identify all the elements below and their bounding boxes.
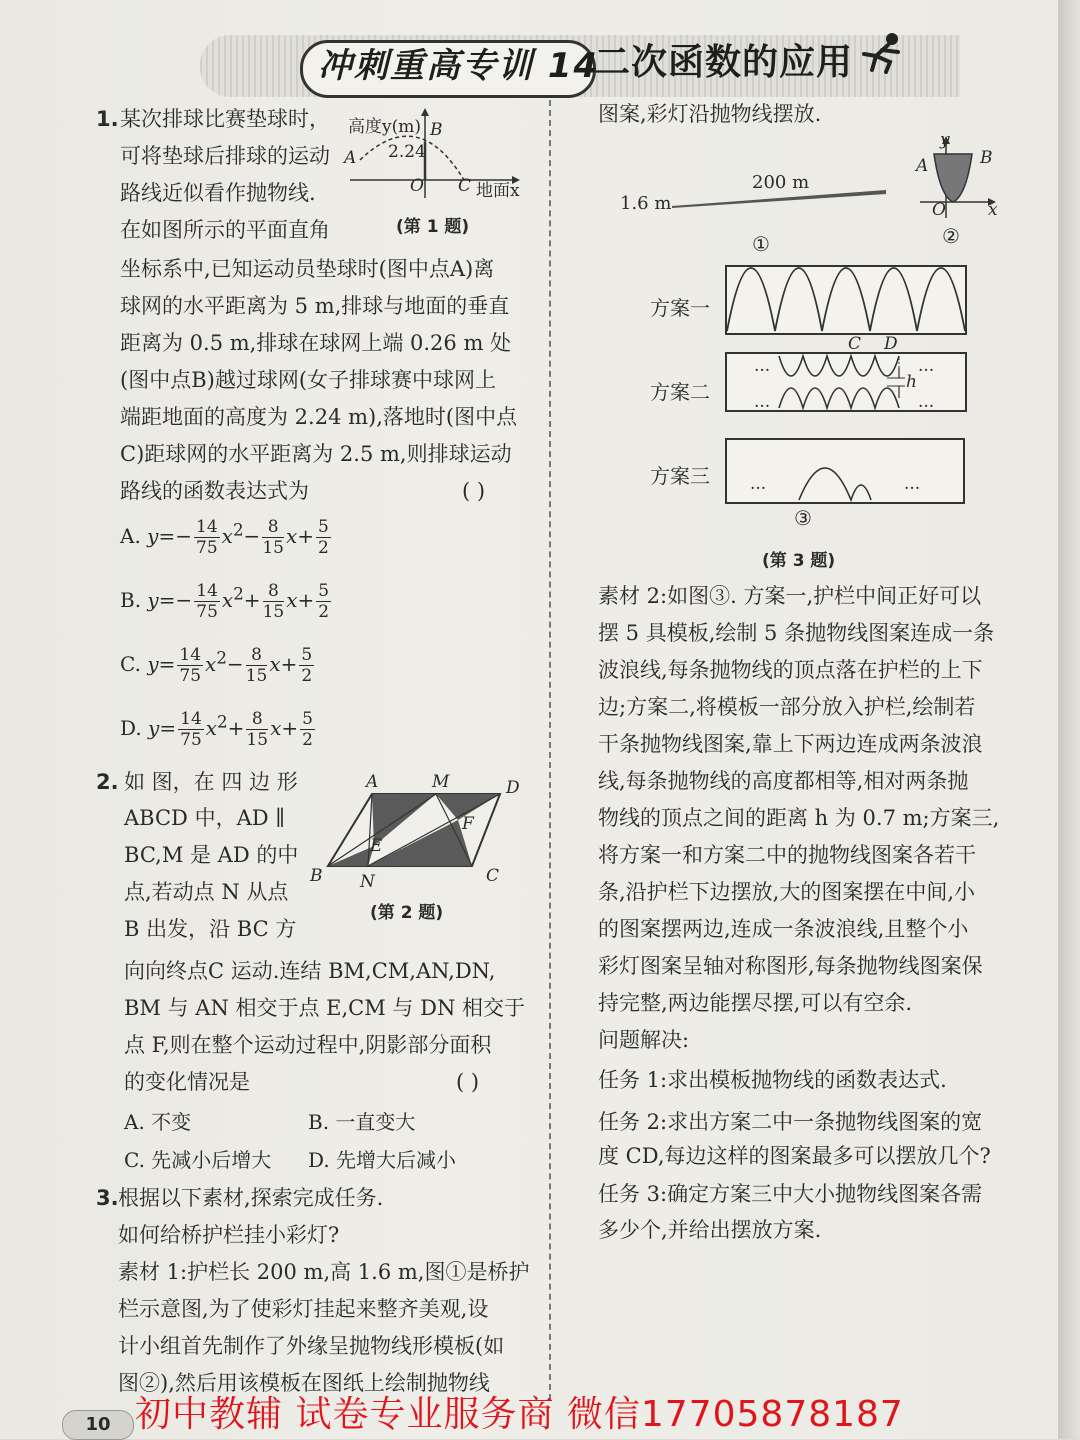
q1-option-b[interactable]: B. y=− $\frac{14}{75}$ $x^2+$ $\frac{8}{15}$ x+ $\frac{5}{2}$ [120,581,330,622]
q3-scheme-3-box [725,438,965,504]
q3-label-h: h [906,372,917,392]
q3-scheme-3-label: 方案三 [650,464,710,488]
q3-height-label: 1.6 m [620,193,672,214]
q1-caption: (第 1 题) [396,217,470,237]
q3-fig2-a: A [916,156,929,176]
q1-y-label: 高度y(m) [348,117,421,137]
q2-option-b[interactable]: B. 一直变大 [308,1110,416,1134]
q1-line-5: 坐标系中,已知运动员垫球时(图中点A)离 [120,257,495,281]
q3-left-line-1: 根据以下素材,探索完成任务. [118,1186,384,1210]
q1-line-8: (图中点B)越过球网(女子排球赛中球网上 [120,368,497,392]
q2-line-5: B 出发，沿 BC 方 [124,917,297,941]
q2-line-9: 的变化情况是 [124,1070,250,1094]
q3-circle-1: ① [752,232,770,256]
q2-line-6: 向向终点C 运动.连结 BM,CM,AN,DN, [124,959,496,983]
q3-right-line-10: 的图案摆两边,连成一条波浪线,且整个小 [598,917,969,941]
q3-s2-dots-bl: ... [754,392,771,412]
q3-number: 3. [96,1186,119,1210]
q3-right-line-7: 物线的顶点之间的距离 h 为 0.7 m;方案三, [598,806,1000,830]
q3-right-line-12: 持完整,两边能摆尽摆,可以有空余. [598,991,913,1015]
column-divider [549,100,551,1400]
q3-template-shape [934,154,972,202]
q1-point-c: C [458,176,472,196]
q2-label-a: A [366,772,379,792]
q3-right-line-1: 素材 2:如图③. 方案一,护栏中间正好可以 [598,584,982,608]
q1-point-a: A [344,148,357,168]
q2-figure [320,784,520,874]
q3-right-line-2: 摆 5 具模板,绘制 5 条抛物线图案连成一条 [598,621,995,645]
q1-line-11: 路线的函数表达式为 [120,479,309,503]
q3-left-line-3: 素材 1:护栏长 200 m,高 1.6 m,图①是桥护 [118,1260,530,1284]
header-series: 冲刺重高专训 14 [318,46,600,86]
q1-origin: O [410,176,424,196]
q3-task-2-cont: 度 CD,每边这样的图案最多可以摆放几个? [598,1144,991,1168]
q1-line-2: 可将垫球后排球的运动 [120,144,330,168]
next-page-edge [1058,0,1080,1439]
q3-scheme-2-label: 方案二 [650,380,710,404]
q2-caption: (第 2 题) [370,903,444,923]
q2-option-d[interactable]: D. 先增大后减小 [308,1148,457,1172]
q1-option-a[interactable]: A. y=− $\frac{14}{75}$ $x^2-$ $\frac{8}{15}$ x+ $\frac{5}{2}$ [120,517,329,558]
q3-left-line-4: 栏示意图,为了使彩灯挂起来整齐美观,设 [118,1297,489,1321]
q3-right-top-line: 图案,彩灯沿抛物线摆放. [598,102,822,126]
q3-s3-dots-left: ... [750,474,767,494]
q3-task-2: 任务 2:求出方案二中一条抛物线图案的宽 [598,1110,983,1134]
q2-option-c[interactable]: C. 先减小后增大 [124,1148,272,1172]
q1-number: 1. [96,107,119,131]
q2-label-n: N [360,872,375,892]
header-title: 二次函数的应用 [594,42,854,83]
q1-line-7: 距离为 0.5 m,排球在球网上端 0.26 m 处 [120,331,512,355]
q3-fig2-x: x [988,200,998,220]
q1-line-6: 球网的水平距离为 5 m,排球与地面的垂直 [120,294,510,318]
q3-task-3: 任务 3:确定方案三中大小抛物线图案各需 [598,1182,983,1206]
q2-line-4: 点,若动点 N 从点 [124,880,289,904]
q3-right-line-4: 边;方案二,将模板一部分放入护栏,绘制若 [598,695,976,719]
q3-scheme-1-wave [727,267,965,333]
q2-label-m: M [432,772,450,792]
q1-option-d[interactable]: D. y= $\frac{14}{75}$ $x^2+$ $\frac{8}{15}$ x+ $\frac{5}{2}$ [120,709,313,750]
q3-right-line-9: 条,沿护栏下边摆放,大的图案摆在中间,小 [598,880,976,904]
q2-answer-bracket: ( ) [456,1070,480,1094]
q3-fig2-o: O [932,200,946,220]
page-number: 10 [62,1410,134,1440]
q2-line-1: 如 图，在 四 边 形 [124,770,298,794]
q3-caption: (第 3 题) [762,551,836,571]
q1-line-4: 在如图所示的平面直角 [120,218,330,242]
q3-scheme-1-label: 方案一 [650,296,710,320]
q3-s2-dots-br: ... [918,392,935,412]
q2-option-a[interactable]: A. 不变 [124,1110,192,1134]
q3-length-label: 200 m [752,172,810,193]
q2-label-f: F [462,814,474,834]
q3-left-line-6: 图②),然后用该模板在图纸上绘制抛物线 [118,1371,490,1395]
q2-line-2: ABCD 中，AD ∥ [124,806,285,830]
q1-option-c[interactable]: C. y= $\frac{14}{75}$ $x^2-$ $\frac{8}{15}$ x+ $\frac{5}{2}$ [120,645,313,686]
q2-number: 2. [96,770,119,794]
q3-circle-3: ③ [794,506,812,530]
q1-point-b: B [430,120,443,140]
q3-task-1: 任务 1:求出模板抛物线的函数表达式. [598,1068,947,1092]
q2-label-c: C [486,866,500,886]
q3-s2-dots-tl: ... [754,356,771,376]
q1-line-1: 某次排球比赛垫球时， [120,107,330,131]
q3-label-c: C [848,334,862,354]
q3-left-line-2: 如何给桥护栏挂小彩灯? [118,1223,340,1247]
q3-right-line-6: 线,每条抛物线的高度都相等,相对两条抛 [598,769,969,793]
q3-fig2-y: y [940,130,950,150]
q1-net-height: 2.24 [388,142,426,162]
q3-circle-2: ② [942,224,960,248]
watermark-text: 初中教辅 试卷专业服务商 微信17705878187 [135,1394,904,1435]
q3-right-line-11: 彩灯图案呈轴对称图形,每条抛物线图案保 [598,954,983,978]
q3-fig2-b: B [980,148,993,168]
q1-line-9: 端距地面的高度为 2.24 m),落地时(图中点 [120,405,518,429]
q3-label-d: D [884,334,898,354]
q2-label-b: B [310,866,323,886]
q3-s3-dots-right: ... [904,474,921,494]
q3-right-line-13: 问题解决: [598,1028,690,1052]
q3-left-line-5: 计小组首先制作了外缘呈抛物线形模板(如 [118,1334,505,1358]
q3-s2-dots-tr: ... [918,356,935,376]
q2-label-d: D [506,778,520,798]
q2-line-7: BM 与 AN 相交于点 E,CM 与 DN 相交于 [124,996,525,1020]
q1-answer-bracket: ( ) [462,479,486,503]
q3-task-3-cont: 多少个,并给出摆放方案. [598,1218,822,1242]
q2-line-8: 点 F,则在整个运动过程中,阴影部分面积 [124,1033,492,1057]
q3-right-line-5: 干条抛物线图案,靠上下两边连成两条波浪 [598,732,983,756]
q3-right-line-8: 将方案一和方案二中的抛物线图案各若干 [598,843,976,867]
q3-rail [672,186,892,212]
q2-label-e: E [370,836,383,856]
q1-x-label: 地面x [476,181,520,201]
q1-line-10: C)距球网的水平距离为 2.5 m,则排球运动 [120,442,512,466]
q2-line-3: BC,M 是 AD 的中 [124,843,299,867]
runner-icon [848,30,908,74]
q3-scheme-1-box [725,265,967,335]
q1-line-3: 路线近似看作抛物线. [120,181,316,205]
q3-right-line-3: 波浪线,每条抛物线的顶点落在护栏的上下 [598,658,983,682]
